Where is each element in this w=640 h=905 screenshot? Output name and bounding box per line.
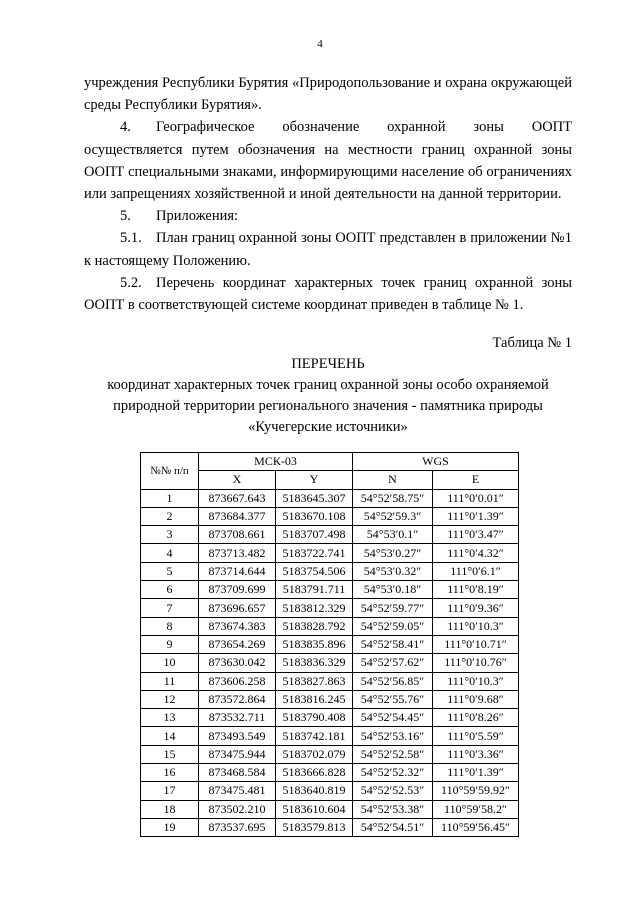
cell-number: 3 bbox=[141, 526, 199, 544]
cell-n: 54°53′0.18″ bbox=[353, 581, 433, 599]
cell-y: 5183791.711 bbox=[276, 581, 353, 599]
header-x: X bbox=[199, 471, 276, 489]
paragraph-text: План границ охранной зоны ООПТ представлен в приложении №1 к настоящему Положению. bbox=[84, 230, 572, 269]
table-title bbox=[84, 354, 572, 438]
cell-e: 111°0′9.68″ bbox=[433, 690, 519, 708]
table-row bbox=[141, 654, 519, 672]
paragraph-5 bbox=[84, 205, 572, 227]
cell-x: 873475.944 bbox=[199, 745, 276, 763]
cell-e: 111°0′4.32″ bbox=[433, 544, 519, 562]
cell-e: 111°0′10.76″ bbox=[433, 654, 519, 672]
table-row bbox=[141, 526, 519, 544]
cell-e: 111°0′1.39″ bbox=[433, 507, 519, 525]
paragraph-number: 5.1. bbox=[120, 230, 142, 247]
cell-x: 873493.549 bbox=[199, 727, 276, 745]
cell-e: 111°0′1.39″ bbox=[433, 764, 519, 782]
table-row bbox=[141, 562, 519, 580]
cell-number: 5 bbox=[141, 562, 199, 580]
cell-x: 873696.657 bbox=[199, 599, 276, 617]
cell-e: 110°59′56.45″ bbox=[433, 818, 519, 836]
cell-n: 54°52′59.05″ bbox=[353, 617, 433, 635]
title-line-1: ПЕРЕЧЕНЬ bbox=[291, 356, 365, 372]
cell-e: 111°0′10.3″ bbox=[433, 672, 519, 690]
cell-x: 873713.482 bbox=[199, 544, 276, 562]
cell-x: 873572.864 bbox=[199, 690, 276, 708]
cell-y: 5183816.245 bbox=[276, 690, 353, 708]
cell-n: 54°52′56.85″ bbox=[353, 672, 433, 690]
paragraph-text: Перечень координат характерных точек границ охранной зоны ООПТ в соответствующей системе координат приведен в таблице № 1. bbox=[84, 274, 572, 314]
cell-n: 54°52′52.58″ bbox=[353, 745, 433, 763]
cell-e: 111°0′5.59″ bbox=[433, 727, 519, 745]
paragraph-5-2 bbox=[84, 272, 572, 316]
paragraph-number: 5. bbox=[120, 208, 131, 225]
cell-x: 873714.644 bbox=[199, 562, 276, 580]
paragraph-5-1 bbox=[84, 227, 572, 271]
cell-x: 873708.661 bbox=[199, 526, 276, 544]
table-row bbox=[141, 672, 519, 690]
cell-y: 5183827.863 bbox=[276, 672, 353, 690]
title-line-4: «Кучегерские источники» bbox=[248, 419, 408, 435]
cell-n: 54°52′58.41″ bbox=[353, 635, 433, 653]
paragraph-text: Географическое обозначение охранной зоны ООПТ осуществляется путем обозначения на местности границ охранной зоны ООПТ специальными знаками, информирующими население об ограничениях или запрещениях хозяйственной и иной деятельности на данной территории. bbox=[84, 119, 572, 203]
cell-e: 111°0′10.3″ bbox=[433, 617, 519, 635]
cell-x: 873532.711 bbox=[199, 709, 276, 727]
cell-e: 111°0′9.36″ bbox=[433, 599, 519, 617]
cell-x: 873674.383 bbox=[199, 617, 276, 635]
cell-e: 111°0′3.36″ bbox=[433, 745, 519, 763]
cell-number: 12 bbox=[141, 690, 199, 708]
cell-n: 54°52′59.3″ bbox=[353, 507, 433, 525]
cell-e: 111°0′8.26″ bbox=[433, 709, 519, 727]
cell-n: 54°53′0.32″ bbox=[353, 562, 433, 580]
table-row bbox=[141, 709, 519, 727]
body-text bbox=[84, 72, 572, 316]
title-line-2: координат характерных точек границ охранной зоны особо охраняемой bbox=[107, 377, 549, 393]
cell-y: 5183579.813 bbox=[276, 818, 353, 836]
header-n: N bbox=[353, 471, 433, 489]
table-row bbox=[141, 635, 519, 653]
table-label: Таблица № 1 bbox=[492, 335, 572, 351]
cell-n: 54°52′55.76″ bbox=[353, 690, 433, 708]
cell-e: 111°0′0.01″ bbox=[433, 489, 519, 507]
cell-y: 5183828.792 bbox=[276, 617, 353, 635]
cell-y: 5183640.819 bbox=[276, 782, 353, 800]
cell-e: 111°0′10.71″ bbox=[433, 635, 519, 653]
cell-x: 873654.269 bbox=[199, 635, 276, 653]
cell-number: 2 bbox=[141, 507, 199, 525]
table-row bbox=[141, 489, 519, 507]
cell-x: 873475.481 bbox=[199, 782, 276, 800]
page-number: 4 bbox=[317, 38, 323, 50]
cell-e: 110°59′59.92″ bbox=[433, 782, 519, 800]
title-line-3: природной территории регионального значения - памятника природы bbox=[113, 398, 543, 414]
cell-number: 11 bbox=[141, 672, 199, 690]
header-number: №№ п/п bbox=[141, 453, 199, 490]
table-row bbox=[141, 617, 519, 635]
table-row bbox=[141, 727, 519, 745]
header-y: Y bbox=[276, 471, 353, 489]
cell-number: 17 bbox=[141, 782, 199, 800]
cell-number: 6 bbox=[141, 581, 199, 599]
table-row bbox=[141, 581, 519, 599]
cell-number: 8 bbox=[141, 617, 199, 635]
cell-n: 54°52′57.62″ bbox=[353, 654, 433, 672]
cell-number: 16 bbox=[141, 764, 199, 782]
cell-number: 13 bbox=[141, 709, 199, 727]
cell-e: 111°0′3.47″ bbox=[433, 526, 519, 544]
header-msk: МСК-03 bbox=[199, 453, 353, 471]
table-row bbox=[141, 544, 519, 562]
cell-e: 111°0′8.19″ bbox=[433, 581, 519, 599]
table-body bbox=[141, 489, 519, 837]
cell-y: 5183742.181 bbox=[276, 727, 353, 745]
coordinates-table bbox=[140, 452, 519, 837]
cell-number: 15 bbox=[141, 745, 199, 763]
paragraph-text: Приложения: bbox=[156, 208, 239, 225]
cell-number: 14 bbox=[141, 727, 199, 745]
cell-y: 5183754.506 bbox=[276, 562, 353, 580]
table-row bbox=[141, 764, 519, 782]
cell-n: 54°52′52.32″ bbox=[353, 764, 433, 782]
header-wgs: WGS bbox=[353, 453, 519, 471]
header-e: E bbox=[433, 471, 519, 489]
cell-x: 873684.377 bbox=[199, 507, 276, 525]
cell-y: 5183790.408 bbox=[276, 709, 353, 727]
table-row bbox=[141, 507, 519, 525]
table-row bbox=[141, 690, 519, 708]
cell-e: 110°59′58.2″ bbox=[433, 800, 519, 818]
cell-number: 10 bbox=[141, 654, 199, 672]
cell-y: 5183666.828 bbox=[276, 764, 353, 782]
cell-x: 873502.210 bbox=[199, 800, 276, 818]
table-row bbox=[141, 800, 519, 818]
cell-n: 54°52′54.45″ bbox=[353, 709, 433, 727]
cell-n: 54°52′53.38″ bbox=[353, 800, 433, 818]
cell-n: 54°52′54.51″ bbox=[353, 818, 433, 836]
table-header-row bbox=[141, 453, 519, 471]
cell-x: 873606.258 bbox=[199, 672, 276, 690]
cell-y: 5183835.896 bbox=[276, 635, 353, 653]
cell-y: 5183707.498 bbox=[276, 526, 353, 544]
cell-x: 873630.042 bbox=[199, 654, 276, 672]
cell-number: 19 bbox=[141, 818, 199, 836]
cell-y: 5183722.741 bbox=[276, 544, 353, 562]
cell-n: 54°53′0.1″ bbox=[353, 526, 433, 544]
cell-y: 5183702.079 bbox=[276, 745, 353, 763]
paragraph-continuation: учреждения Республики Бурятия «Природопользование и охрана окружающей среды Республики Бурятия». bbox=[84, 75, 572, 114]
table-row bbox=[141, 818, 519, 836]
cell-number: 4 bbox=[141, 544, 199, 562]
cell-n: 54°52′59.77″ bbox=[353, 599, 433, 617]
cell-x: 873537.695 bbox=[199, 818, 276, 836]
cell-number: 9 bbox=[141, 635, 199, 653]
cell-x: 873468.584 bbox=[199, 764, 276, 782]
cell-n: 54°53′0.27″ bbox=[353, 544, 433, 562]
paragraph-number: 4. bbox=[120, 119, 131, 136]
table-row bbox=[141, 782, 519, 800]
cell-n: 54°52′52.53″ bbox=[353, 782, 433, 800]
cell-y: 5183645.307 bbox=[276, 489, 353, 507]
cell-x: 873709.699 bbox=[199, 581, 276, 599]
paragraph-4 bbox=[84, 116, 572, 205]
paragraph-number: 5.2. bbox=[120, 274, 142, 291]
cell-n: 54°52′53.16″ bbox=[353, 727, 433, 745]
cell-n: 54°52′58.75″ bbox=[353, 489, 433, 507]
cell-x: 873667.643 bbox=[199, 489, 276, 507]
cell-y: 5183836.329 bbox=[276, 654, 353, 672]
cell-number: 1 bbox=[141, 489, 199, 507]
cell-number: 18 bbox=[141, 800, 199, 818]
cell-y: 5183610.604 bbox=[276, 800, 353, 818]
cell-number: 7 bbox=[141, 599, 199, 617]
cell-e: 111°0′6.1″ bbox=[433, 562, 519, 580]
table-row bbox=[141, 599, 519, 617]
cell-y: 5183812.329 bbox=[276, 599, 353, 617]
cell-y: 5183670.108 bbox=[276, 507, 353, 525]
table-row bbox=[141, 745, 519, 763]
